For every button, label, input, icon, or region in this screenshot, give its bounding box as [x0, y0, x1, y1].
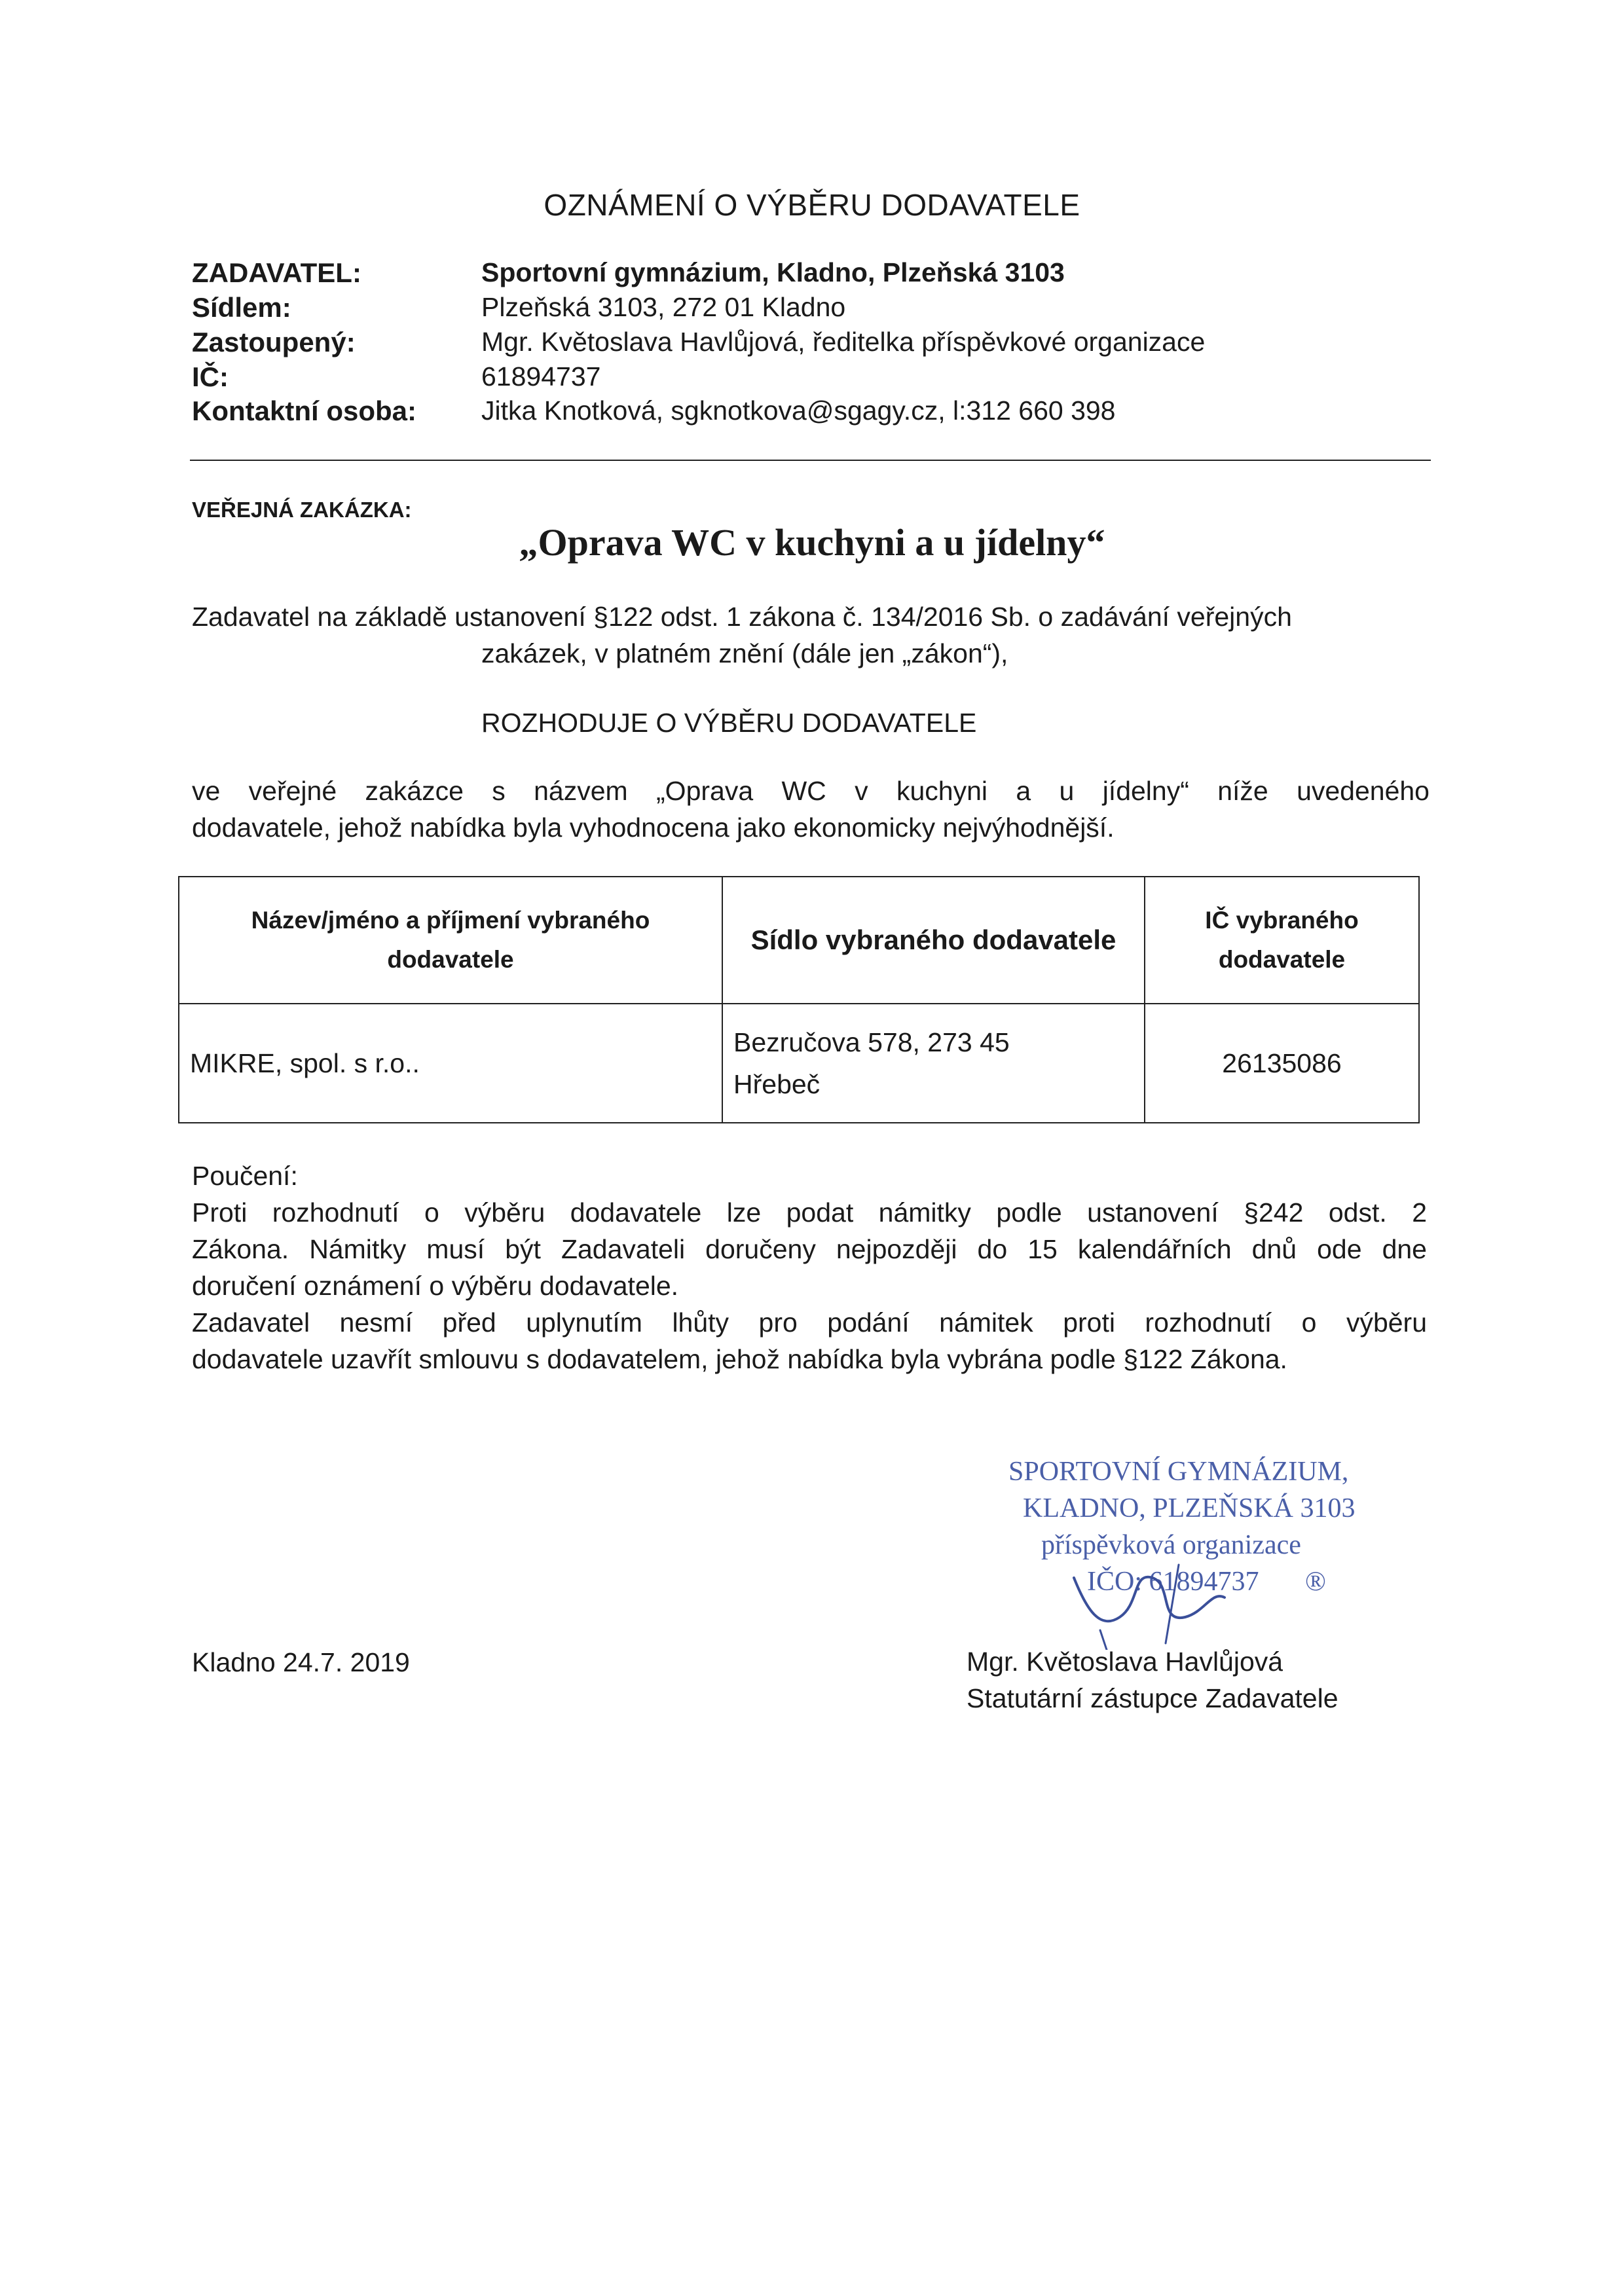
instruction-line: Zadavatel nesmí před uplynutím lhůty pro podání námitek proti rozhodnutí o výběru — [192, 1307, 1427, 1338]
contract-name: „Oprava WC v kuchyni a u jídelny“ — [519, 521, 1105, 564]
instruction-line: dodavatele uzavřít smlouvu s dodavatelem, jehož nabídka byla vybrána podle §122 Zákona. — [192, 1344, 1287, 1374]
place-and-date: Kladno 24.7. 2019 — [192, 1647, 410, 1677]
intro-line-1: Zadavatel na základě ustanovení §122 odst. 1 zákona č. 134/2016 Sb. o zadávání veřejných — [192, 602, 1292, 632]
supplier-name: MIKRE, spol. s r.o.. — [179, 1004, 722, 1123]
signatory-role: Statutární zástupce Zadavatele — [967, 1683, 1338, 1713]
table-header-row — [179, 877, 1419, 1004]
ic-value: 61894737 — [481, 361, 601, 392]
col-header-ic: IČ vybraného dodavatele — [1145, 877, 1419, 1004]
ic-label: IČ: — [192, 361, 229, 392]
col-header-name: Název/jméno a příjmení vybraného dodavatele — [179, 877, 722, 1004]
instruction-section — [192, 1157, 1427, 1377]
instruction-heading: Poučení: — [192, 1161, 298, 1191]
selection-paragraph — [192, 773, 1430, 846]
supplier-ic: 26135086 — [1145, 1004, 1419, 1123]
stamp-ico: IČO: 61894737 — [1087, 1567, 1259, 1597]
divider — [190, 460, 1431, 461]
stamp-line: KLADNO, PLZEŇSKÁ 3103 — [1023, 1493, 1356, 1523]
handwritten-signature — [1061, 1552, 1270, 1650]
seat-label: Sídlem: — [192, 292, 291, 323]
col-header-seat: Sídlo vybraného dodavatele — [722, 877, 1145, 1004]
table-row — [179, 1004, 1419, 1123]
contact-label: Kontaktní osoba: — [192, 395, 416, 426]
selection-line-1: ve veřejné zakázce s názvem „Oprava WC v kuchyni a u jídelny“ níže uvedeného — [192, 776, 1430, 806]
stamp-line: SPORTOVNÍ GYMNÁZIUM, — [1008, 1457, 1349, 1487]
registered-mark: ® — [1305, 1567, 1326, 1597]
contact-value: Jitka Knotková, sgknotkova@sgagy.cz, l:312 660 398 — [481, 395, 1116, 426]
stamp-line: příspěvková organizace — [1041, 1530, 1301, 1560]
instruction-line: Proti rozhodnutí o výběru dodavatele lze podat námitky podle ustanovení §242 odst. 2 — [192, 1197, 1427, 1228]
seat-value: Plzeňská 3103, 272 01 Kladno — [481, 292, 846, 322]
document-title: OZNÁMENÍ O VÝBĚRU DODAVATELE — [544, 188, 1080, 222]
supplier-table — [178, 876, 1420, 1123]
authority-label: ZADAVATEL: — [192, 257, 361, 288]
decision-heading: ROZHODUJE O VÝBĚRU DODAVATELE — [481, 708, 977, 738]
represented-label: Zastoupený: — [192, 327, 356, 357]
supplier-address — [722, 1004, 1145, 1123]
supplier-address-line-1: Bezručova 578, 273 45 — [733, 1027, 1010, 1057]
authority-value: Sportovní gymnázium, Kladno, Plzeňská 3103 — [481, 257, 1065, 287]
represented-value: Mgr. Květoslava Havlůjová, ředitelka příspěvkové organizace — [481, 327, 1206, 357]
intro-paragraph — [192, 598, 1423, 672]
signatory-block — [967, 1643, 1338, 1717]
instruction-line: Zákona. Námitky musí být Zadavateli doručeny nejpozději do 15 kalendářních dnů ode dne — [192, 1234, 1427, 1264]
signatory-name: Mgr. Květoslava Havlůjová — [967, 1647, 1283, 1677]
supplier-address-line-2: Hřebeč — [733, 1069, 821, 1099]
contract-label: VEŘEJNÁ ZAKÁZKA: — [192, 498, 412, 522]
intro-line-2: zakázek, v platném znění (dále jen „zákon“), — [481, 638, 1008, 668]
selection-line-2: dodavatele, jehož nabídka byla vyhodnocena jako ekonomicky nejvýhodnější. — [192, 812, 1115, 843]
instruction-line: doručení oznámení o výběru dodavatele. — [192, 1271, 679, 1301]
